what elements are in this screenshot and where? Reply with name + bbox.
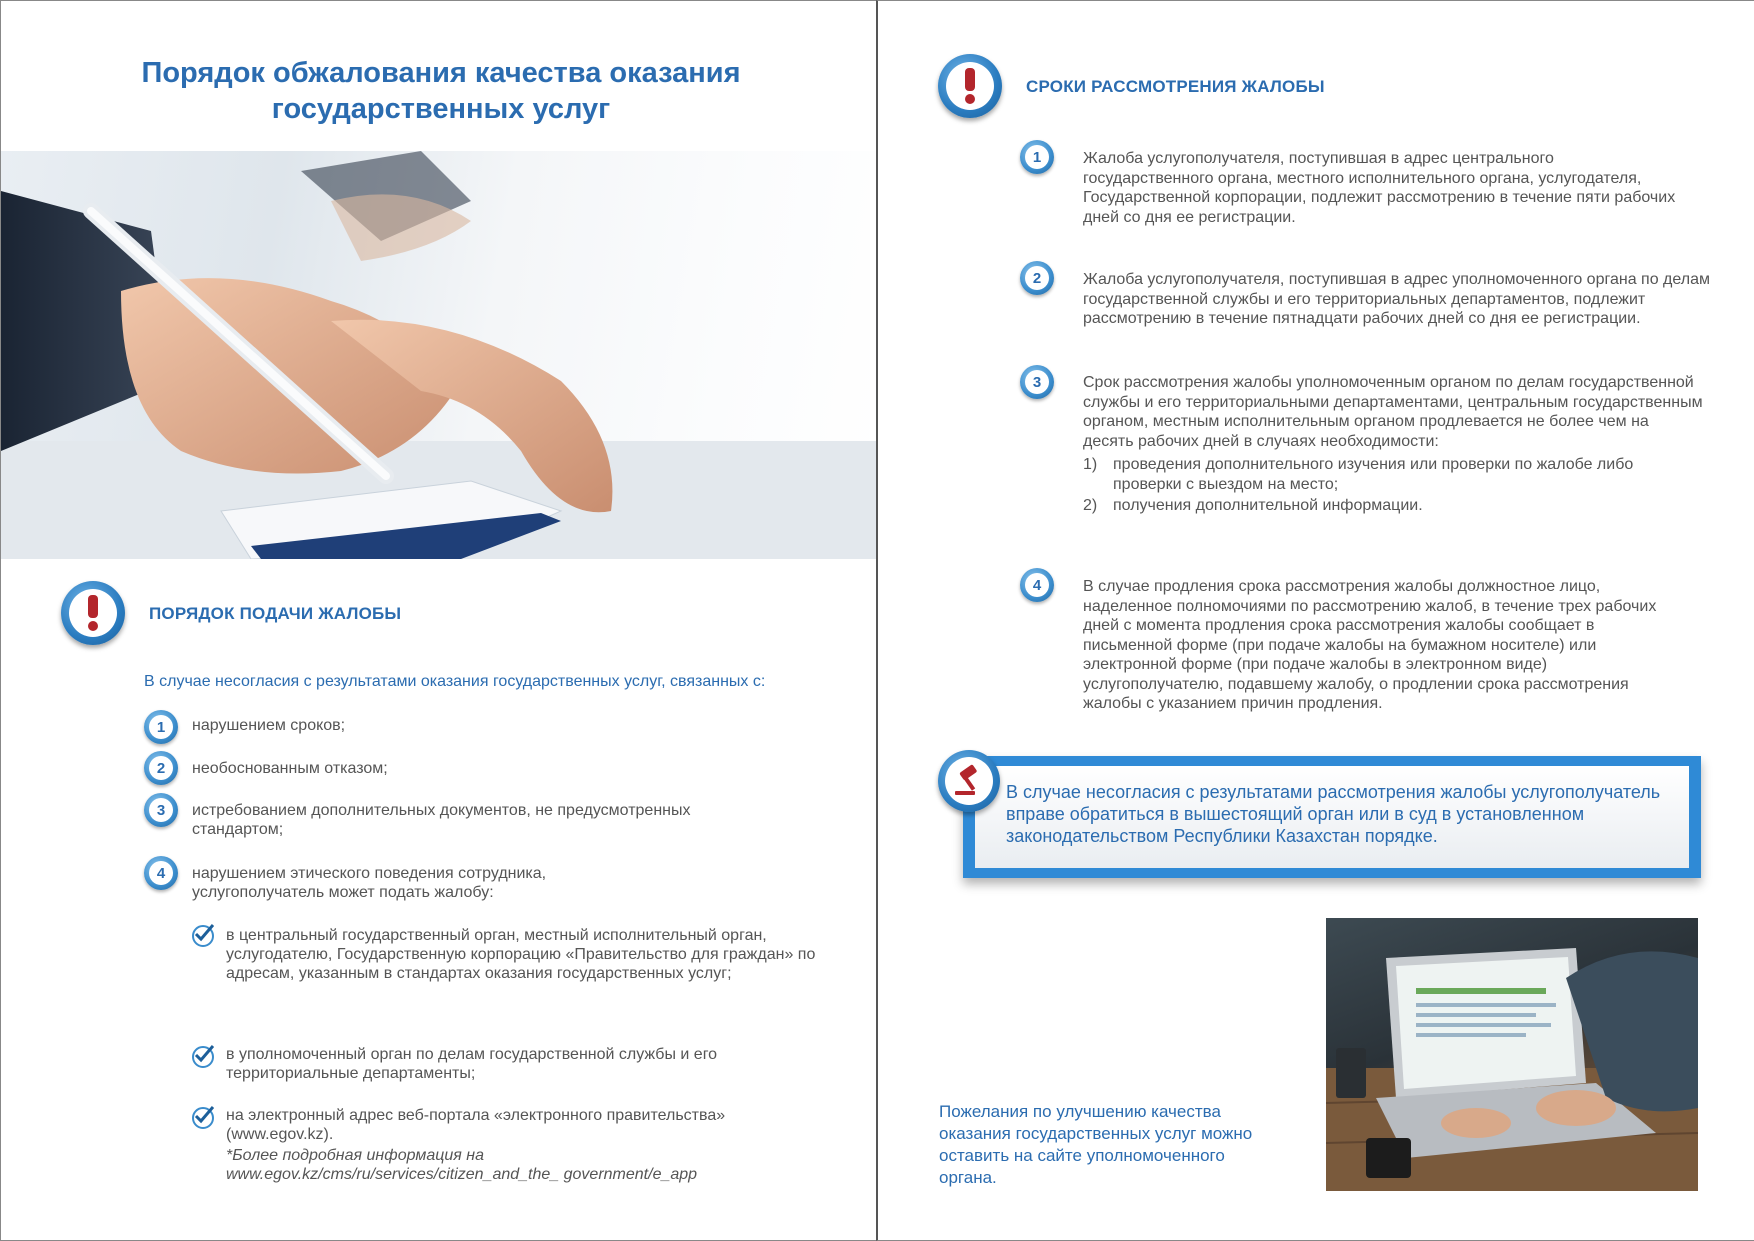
number-badge: 2 xyxy=(144,751,178,785)
lead-text: В случае несогласия с результатами оказания государственных услуг, связанных с: xyxy=(144,673,766,690)
list-item: необоснованным отказом; xyxy=(192,760,388,777)
term-item: В случае продления срока рассмотрения жалобы должностное лицо, наделенное полномочиями по рассмотрению жалоб, в течение трех рабочих дней с момента продления срока рассмотрения жалобы сообщает в письменной форме (при подаче жалобы на бумажном носителе) или электронной форме (при подаче жалобы в электронном виде) услугополучателю, подавшему жалобу, о продлении срока рассмотрения жалобы с указанием причин продления. xyxy=(1083,578,1657,712)
page-title: Порядок обжалования качества оказания государственных услуг xyxy=(141,57,741,125)
number-badge: 2 xyxy=(1020,261,1054,295)
number-badge: 4 xyxy=(144,856,178,890)
footnote: *Более подробная информация на www.egov.kz/cms/ru/services/citizen_and_the_ government/e_app xyxy=(226,1147,698,1183)
section-heading-complaint-filing: ПОРЯДОК ПОДАЧИ ЖАЛОБЫ xyxy=(149,604,402,623)
appeal-text: В случае несогласия с результатами рассмотрения жалобы услугополучатель вправе обратиться в вышестоящий орган или в суд в установленном законодательством Республики Казахстан порядке. xyxy=(1006,782,1661,846)
gavel-badge xyxy=(938,750,1000,812)
number-badge: 1 xyxy=(1020,140,1054,174)
alert-badge xyxy=(61,581,125,645)
list-item: нарушением этического поведения сотрудника, услугополучатель может подать жалобу: xyxy=(192,865,547,901)
number-badge: 3 xyxy=(1020,365,1054,399)
sub-list-item: в центральный государственный орган, местный исполнительный орган, услугодателю, Государственную корпорацию «Правительство для граждан» по адресам, указанным в стандартах оказания государственных услуг; xyxy=(226,927,816,982)
sub-list-item: в уполномоченный орган по делам государственной службы и его территориальные департаменты; xyxy=(226,1046,718,1082)
term-item: Жалоба услугополучателя, поступившая в адрес центрального государственного органа, местного исполнительного органа, услугодателя, Государственной корпорации, подлежит рассмотрению в течение пяти рабочих дней со дня ее регистрации. xyxy=(1083,150,1676,226)
list-item: нарушением сроков; xyxy=(192,717,346,734)
checkmark-icon xyxy=(192,1046,214,1068)
number-badge: 4 xyxy=(1020,568,1054,602)
term-item: Жалоба услугополучателя, поступившая в адрес уполномоченного органа по делам государственной службы и его территориальных департаментов, подлежит рассмотрению в течение пятнадцати рабочих дней со дня ее регистрации. xyxy=(1083,271,1710,327)
feedback-text: Пожелания по улучшению качества оказания государственных услуг можно оставить на сайте уполномоченного органа. xyxy=(939,1102,1253,1187)
list-item: истребованием дополнительных документов, не предусмотренных стандартом; xyxy=(192,802,691,838)
number-badge: 1 xyxy=(144,710,178,744)
reason-item: 1) проведения дополнительного изучения или проверки по жалобе либо проверки с выездом на место; xyxy=(1083,456,1634,493)
alert-badge xyxy=(938,54,1002,118)
right-page xyxy=(876,0,1754,1241)
exclamation-icon xyxy=(82,595,104,631)
laptop-photo xyxy=(1326,918,1698,1191)
term-item xyxy=(1083,373,1703,516)
section-heading-review-terms: СРОКИ РАССМОТРЕНИЯ ЖАЛОБЫ xyxy=(1026,77,1325,96)
writing-hands-photo xyxy=(1,151,876,559)
checkmark-icon xyxy=(192,925,214,947)
checkmark-icon xyxy=(192,1107,214,1129)
term-item-text: Срок рассмотрения жалобы уполномоченным органом по делам государственной службы и его территориальными департаментами, центральным государственным органом, местным исполнительным органом продлевается не более чем на десять рабочих дней в случаях необходимости: xyxy=(1083,374,1703,450)
number-badge: 3 xyxy=(144,793,178,827)
sub-list-item: на электронный адрес веб-портала «электронного правительства» (www.egov.kz). xyxy=(226,1107,726,1143)
left-page xyxy=(0,0,876,1241)
exclamation-icon xyxy=(959,68,981,104)
gavel-icon xyxy=(952,764,986,798)
reason-item: 2) получения дополнительной информации. xyxy=(1083,497,1423,514)
